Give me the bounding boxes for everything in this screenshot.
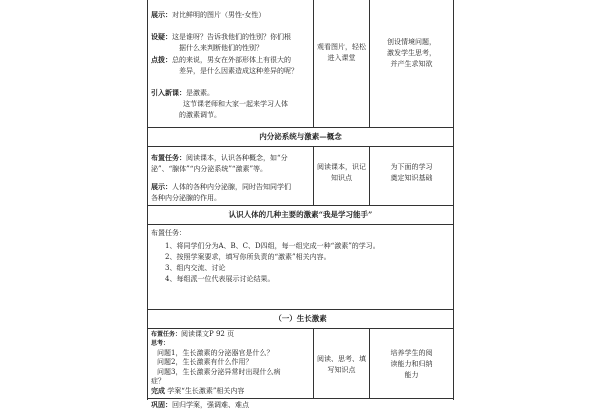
table-border-right <box>453 0 454 400</box>
label: 思考： <box>151 340 170 348</box>
text: 问题3，生长激素分泌异常时出现什么病 <box>157 367 281 376</box>
text: 奠定知识基础 <box>390 174 433 182</box>
text: 培养学生的阅 <box>390 349 433 357</box>
row1-design-intent <box>370 37 453 70</box>
text: 观看图片，轻松 <box>317 43 366 51</box>
section-heading-2: 认识人体的几种主要的激素“我是学习能手” <box>228 210 373 219</box>
text: 对比鲜明的图片（男性-女性） <box>172 11 266 19</box>
row2-student-activity <box>314 162 369 184</box>
row-divider <box>147 127 454 128</box>
list-item: 1、将同学们分为A、B、C、D四组，每一组完成一种“激素”的学习。 <box>165 242 380 250</box>
row2-design-intent <box>370 162 453 184</box>
text: 人体的各种内分泌腺，同时告知同学们 <box>172 183 291 191</box>
text: 问题2，生长激素有什么作用？ <box>157 358 253 367</box>
text: 总的来说，男女在外部形体上有很大的 <box>172 56 291 64</box>
text: 读能力和归纳 <box>390 360 433 368</box>
text: 激发学生思考， <box>387 49 436 57</box>
text: 是激素。 <box>186 89 214 97</box>
text: 症？ <box>151 377 165 386</box>
text: 阅读课本，识记 <box>317 163 366 171</box>
text: 这是谁呀？告诉我他们的性别？你们根 <box>172 33 291 41</box>
row-divider <box>147 309 454 310</box>
text: 学案“生长激素”相关内容 <box>167 387 245 396</box>
label: 展示： <box>151 10 172 19</box>
lesson-plan-table <box>147 0 454 409</box>
label: 点拨： <box>151 55 172 64</box>
text: 写知识点 <box>327 366 356 374</box>
text: 阅读课本，认识各种概念，如“分 <box>186 154 288 162</box>
text: 进入课堂 <box>327 54 356 62</box>
text: 的激素调节。 <box>179 111 221 119</box>
text: 阅读课文P 92 页 <box>181 330 235 338</box>
text: 差异，是什么因素造成这种差异的呢？ <box>179 67 298 75</box>
label: 巩固： <box>151 399 172 409</box>
text: 知识点 <box>331 174 352 182</box>
text: 问题1，生长激素的分泌器官是什么？ <box>157 348 274 357</box>
list-item: 4、每组派一位代表展示讨论结果。 <box>165 275 275 283</box>
row3-task-list <box>151 228 451 285</box>
label: 布置任务： <box>151 153 186 162</box>
text: 回归学案，强调难、难点 <box>172 400 249 409</box>
row2-activities <box>151 152 311 204</box>
row4-student-activity <box>314 354 369 376</box>
label: 完成 <box>151 386 165 396</box>
text: 这节课老师和大家一起来学习人体 <box>183 100 288 108</box>
text: 并产生求知欲 <box>390 60 433 68</box>
text: 布置任务： <box>151 229 186 237</box>
row-divider <box>147 205 454 206</box>
label: 展示： <box>151 182 172 191</box>
text: 能力 <box>404 371 419 379</box>
row-divider <box>147 146 454 147</box>
text: 泌”、“腺体”“内分泌系统”“激素”等。 <box>151 165 268 173</box>
label: 引入新课： <box>151 88 186 97</box>
label: 布置任务： <box>151 331 182 338</box>
label: 设疑： <box>151 32 172 41</box>
text: 据什么来判断他们的性别？ <box>179 44 263 52</box>
row-divider <box>147 224 454 225</box>
text: 各种内分泌腺的作用。 <box>151 194 221 202</box>
row4-design-intent <box>370 348 453 381</box>
text: 为下面的学习 <box>390 163 433 171</box>
row4-activities <box>151 330 311 410</box>
row1-student-activity <box>314 42 369 64</box>
text: 创设情境问题， <box>387 38 436 46</box>
section-heading-3: （一）生长激素 <box>274 314 327 323</box>
text: 阅读、思考、填 <box>317 355 366 363</box>
row1-activities <box>151 9 311 121</box>
row-divider <box>147 328 454 329</box>
list-item: 2、按照学案要求，填写你所负责的“激素”相关内容。 <box>165 253 331 261</box>
table-border-left <box>147 0 148 400</box>
section-heading-1: 内分泌系统与激素—概念 <box>259 132 342 141</box>
list-item: 3、组内交流、讨论 <box>165 264 226 272</box>
